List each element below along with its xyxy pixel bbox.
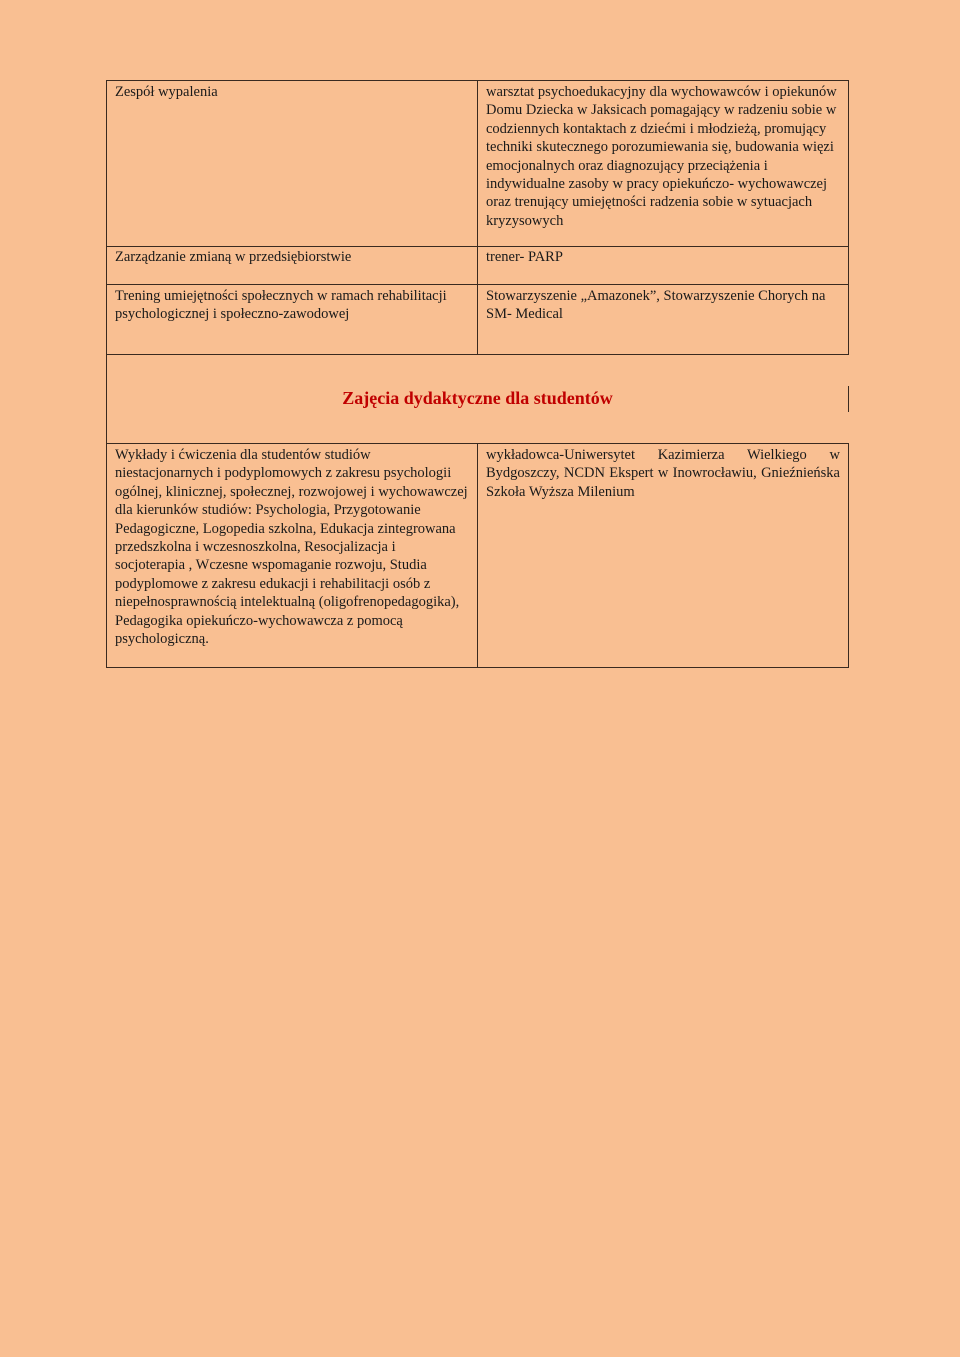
- description-cell: warsztat psychoedukacyjny dla wychowawców i opiekunów Domu Dziecka w Jaksicach pomagający w radzeniu sobie w codziennych kontaktach z dziećmi i młodzieżą, promujący techniki skutecznego porozumiewania się, budowania więzi emocjonalnych oraz diagnozujący przeciążenia i indywidualne zasoby w pracy opiekuńczo- wychowawczej oraz trenujący umiejętności radzenia sobie w sytuacjach kryzysowych: [478, 81, 849, 246]
- institutions-cell: wykładowca-Uniwersytet Kazimierza Wielkiego w Bydgoszczy, NCDN Ekspert w Inowrocławiu, Gnieźnieńska Szkoła Wyższa Milenium: [478, 444, 849, 667]
- topic-cell: Zespół wypalenia: [107, 81, 478, 246]
- courses-cell: Wykłady i ćwiczenia dla studentów studiów niestacjonarnych i podyplomowych z zakresu psychologii ogólnej, klinicznej, społecznej, rozwojowej i wychowawczej dla kierunków studiów: Psychologia, Przygotowanie Pedagogiczne, Logopedia szkolna, Edukacja zintegrowana przedszkolna i wczesnoszkolna, Resocjalizacja i socjoterapia , Wczesne wspomaganie rozwoju, Studia podyplomowe z zakresu edukacji i rehabilitacji osób z niepełnosprawnością intelektualną (oligofrenopedagogika), Pedagogika opiekuńczo-wychowawcza z pomocą psychologiczną.: [107, 444, 478, 667]
- table-row: [107, 285, 849, 355]
- table-row: [107, 444, 849, 668]
- description-cell: Stowarzyszenie „Amazonek”, Stowarzyszenie Chorych na SM- Medical: [478, 285, 849, 354]
- description-cell: trener- PARP: [478, 247, 849, 284]
- table-row: [107, 81, 849, 247]
- table-row: [107, 247, 849, 285]
- topic-cell: Trening umiejętności społecznych w ramach rehabilitacji psychologicznej i społeczno-zawodowej: [107, 285, 478, 354]
- section-heading-row: [107, 355, 849, 444]
- experience-table: [106, 80, 849, 668]
- topic-cell: Zarządzanie zmianą w przedsiębiorstwie: [107, 247, 478, 284]
- section-heading: Zajęcia dydaktyczne dla studentów: [107, 386, 849, 412]
